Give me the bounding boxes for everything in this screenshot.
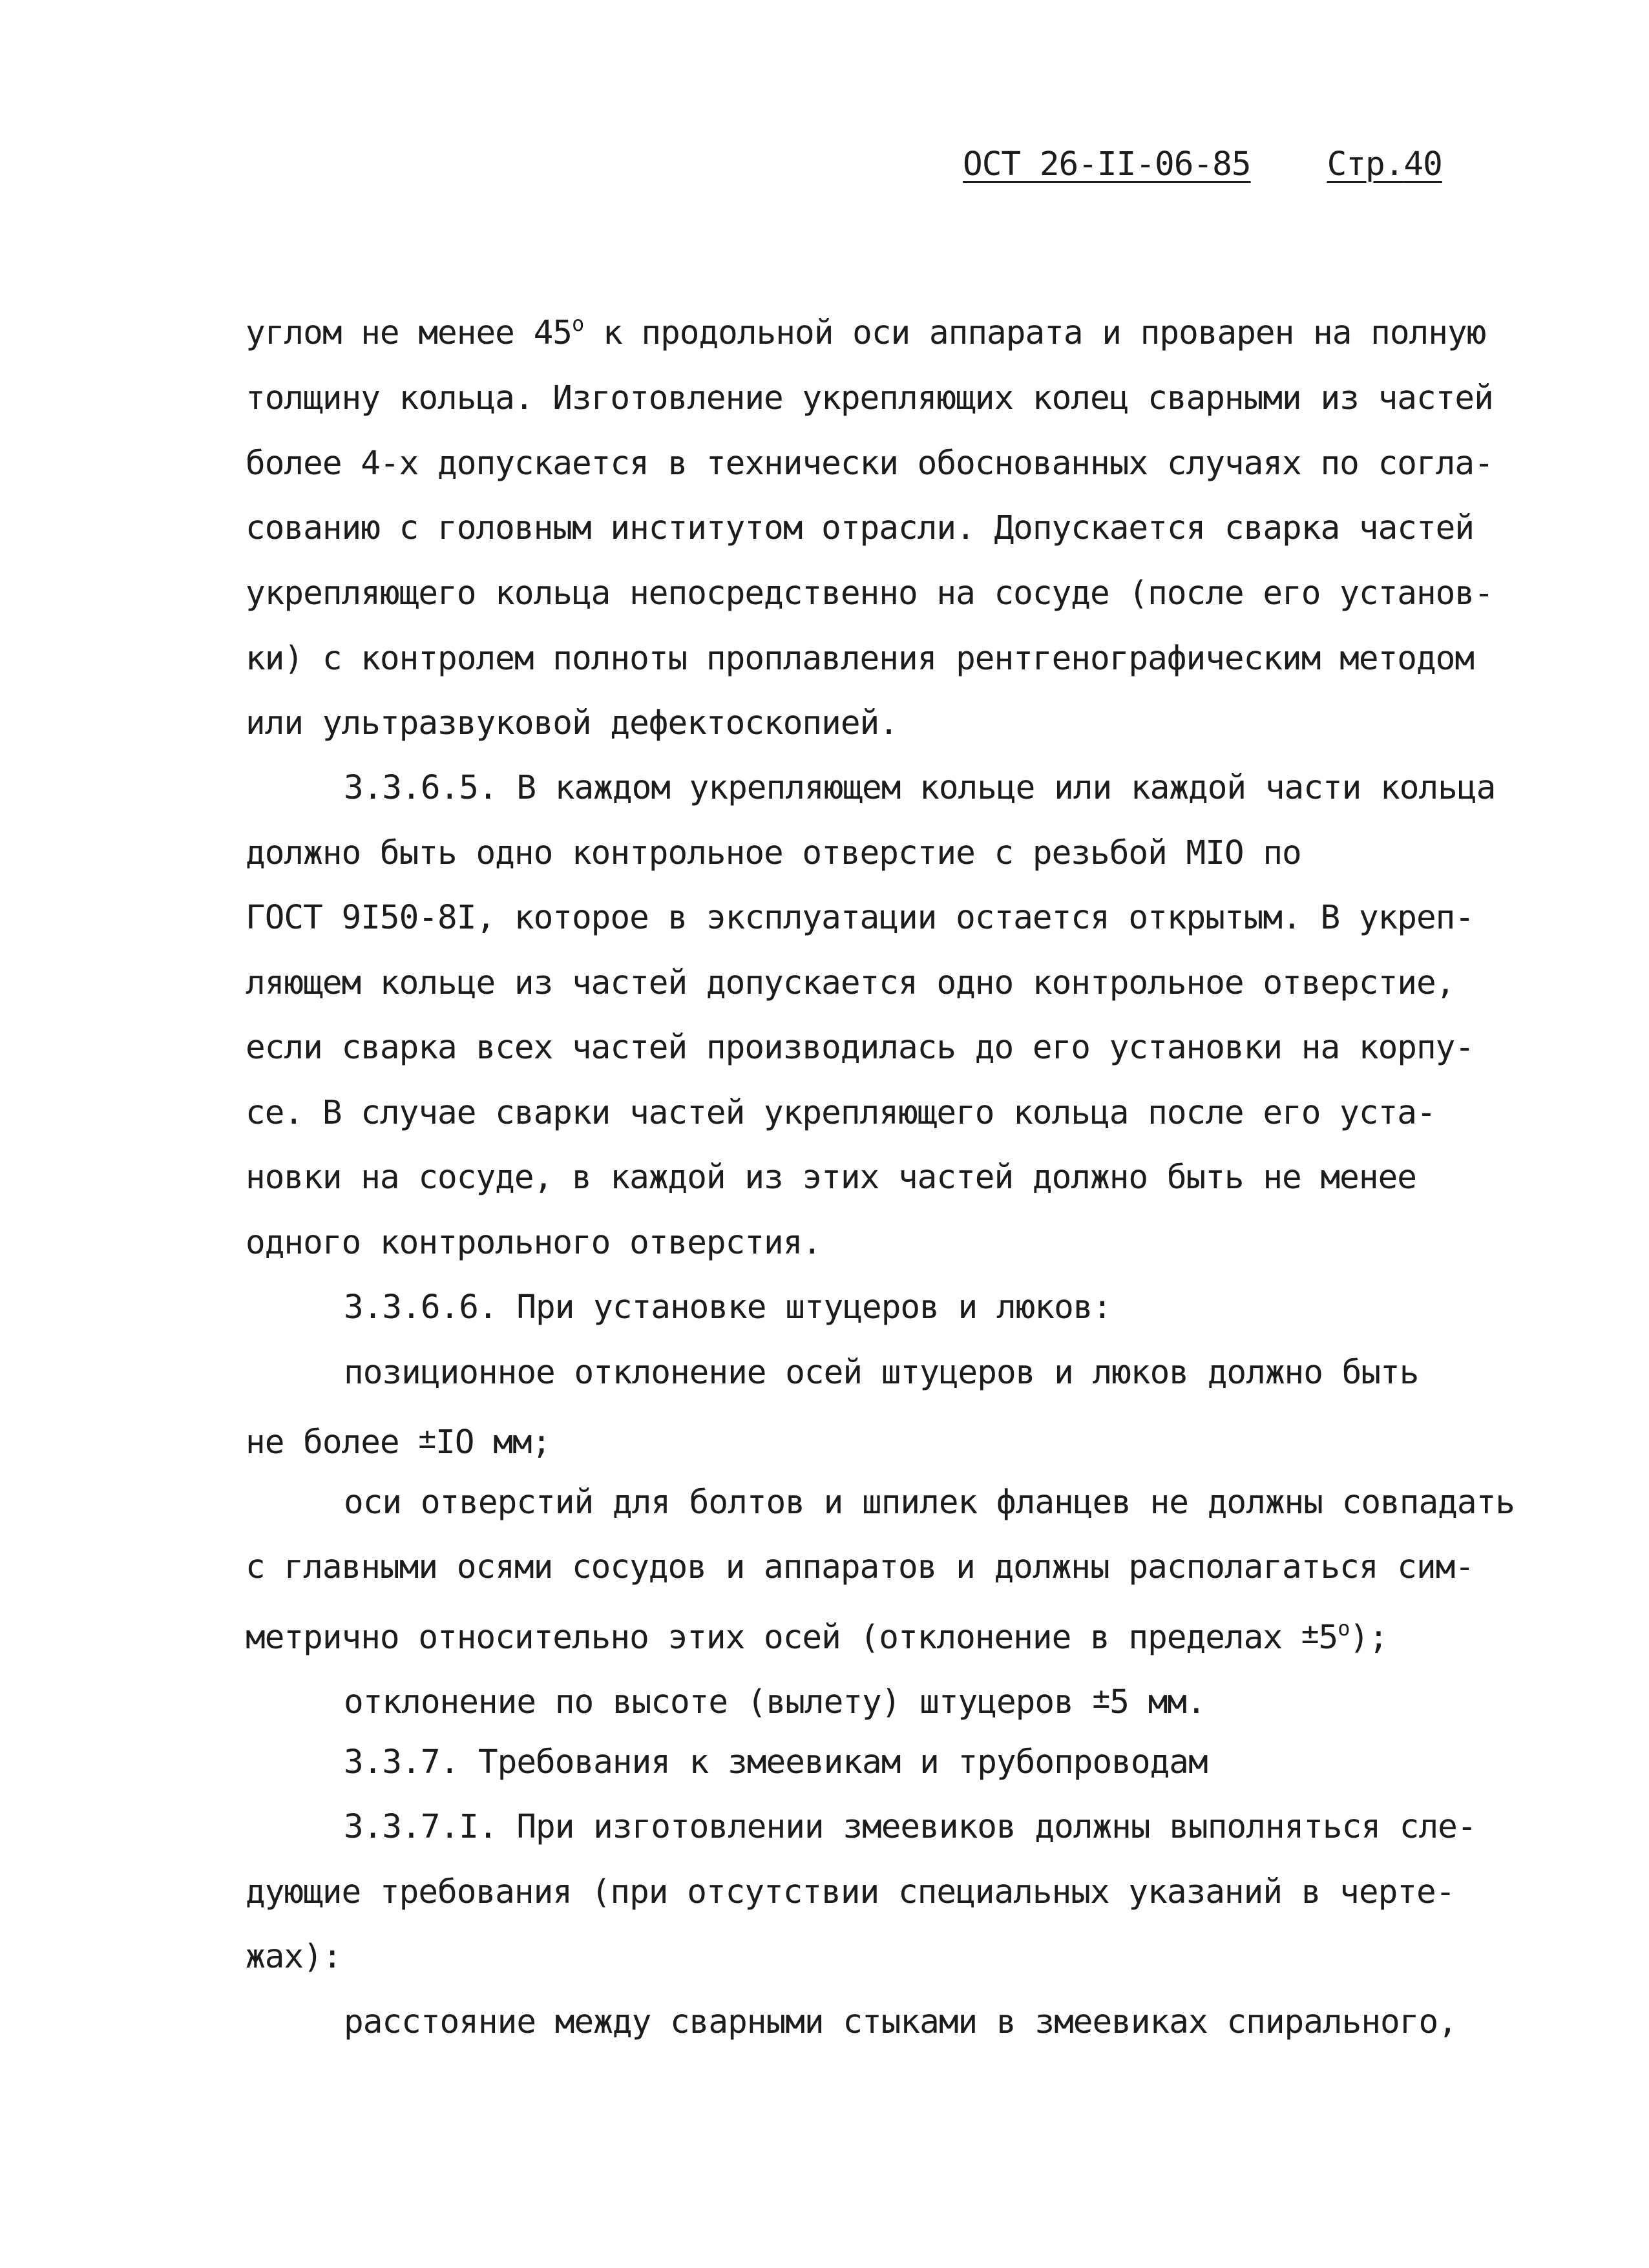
plus-minus-sign: ± (1092, 1680, 1110, 1715)
paragraph-start: расстояние между сварными стыками в змеевиках спирального, (344, 2003, 1457, 2041)
text-line (246, 311, 1486, 353)
degree-superscript: о (1338, 1616, 1350, 1641)
text-line: сованию с головным институтом отрасли. Допускается сварка частей (246, 509, 1475, 547)
text-line: толщину кольца. Изготовление укрепляющих колец сварными из частей (246, 379, 1493, 417)
paragraph-start: 3.3.6.6. При установке штуцеров и люков: (344, 1288, 1112, 1327)
text-fragment: ); (1349, 1619, 1388, 1657)
paragraph-start (344, 1678, 1206, 1722)
plus-minus-sign: ± (418, 1420, 436, 1455)
text-line: жах): (246, 1938, 342, 1976)
text-line: ГОСТ 9I50-8I, которое в эксплуатации остается открытым. В укреп- (246, 899, 1475, 937)
text-fragment: отклонение по высоте (вылету) штуцеров (344, 1683, 1093, 1721)
plus-minus-sign: ± (1301, 1615, 1319, 1650)
text-line: одного контрольного отверстия. (246, 1224, 822, 1262)
text-fragment: 5 (1318, 1619, 1338, 1657)
page-number: 40 (1403, 145, 1442, 184)
paragraph-start: 3.3.6.5. В каждом укрепляющем кольце или каждой части кольца (344, 769, 1496, 807)
text-line: или ультразвуковой дефектоскопией. (246, 704, 898, 742)
text-line: должно быть одно контрольное отверстие с резьбой МIО по (246, 834, 1301, 872)
text-fragment: IО мм; (436, 1423, 551, 1462)
text-line: се. В случае сварки частей укрепляющего кольца после его уста- (246, 1094, 1436, 1132)
text-line: дующие требования (при отсутствии специальных указаний в черте- (246, 1873, 1455, 1911)
page-label-text: Стр. (1327, 145, 1404, 184)
text-fragment: углом не менее 45 (246, 314, 572, 352)
text-line: укрепляющего кольца непосредственно на сосуде (после его установ- (246, 574, 1493, 613)
text-line (246, 1613, 1388, 1657)
paragraph-start: позиционное отклонение осей штуцеров и люков должно быть (344, 1354, 1419, 1392)
text-fragment: к продольной оси аппарата и проварен на полную (583, 314, 1486, 352)
degree-superscript: о (571, 311, 584, 336)
text-line: с главными осями сосудов и аппаратов и должны располагаться сим- (246, 1548, 1475, 1586)
text-line (246, 1418, 551, 1462)
text-fragment: 5 мм. (1109, 1683, 1206, 1721)
text-fragment: не более (246, 1423, 419, 1462)
document-code: ОСТ 26-II-06-85 (963, 145, 1251, 184)
paragraph-start: оси отверстий для болтов и шпилек фланцев не должны совпадать (344, 1484, 1515, 1522)
text-line: более 4-х допускается в технически обоснованных случаях по согла- (246, 445, 1493, 483)
text-line: ки) с контролем полноты проплавления рентгенографическим методом (246, 640, 1475, 678)
paragraph-start: 3.3.7.I. При изготовлении змеевиков должны выполняться сле- (344, 1808, 1476, 1846)
section-heading: 3.3.7. Требования к змеевикам и трубопроводам (344, 1743, 1208, 1781)
text-line: новки на сосуде, в каждой из этих частей должно быть не менее (246, 1159, 1416, 1197)
text-fragment: метрично относительно этих осей (отклонение в пределах (246, 1619, 1301, 1657)
text-line: ляющем кольце из частей допускается одно контрольное отверстие, (246, 964, 1455, 1002)
text-line: если сварка всех частей производилась до его установки на корпу- (246, 1029, 1475, 1067)
